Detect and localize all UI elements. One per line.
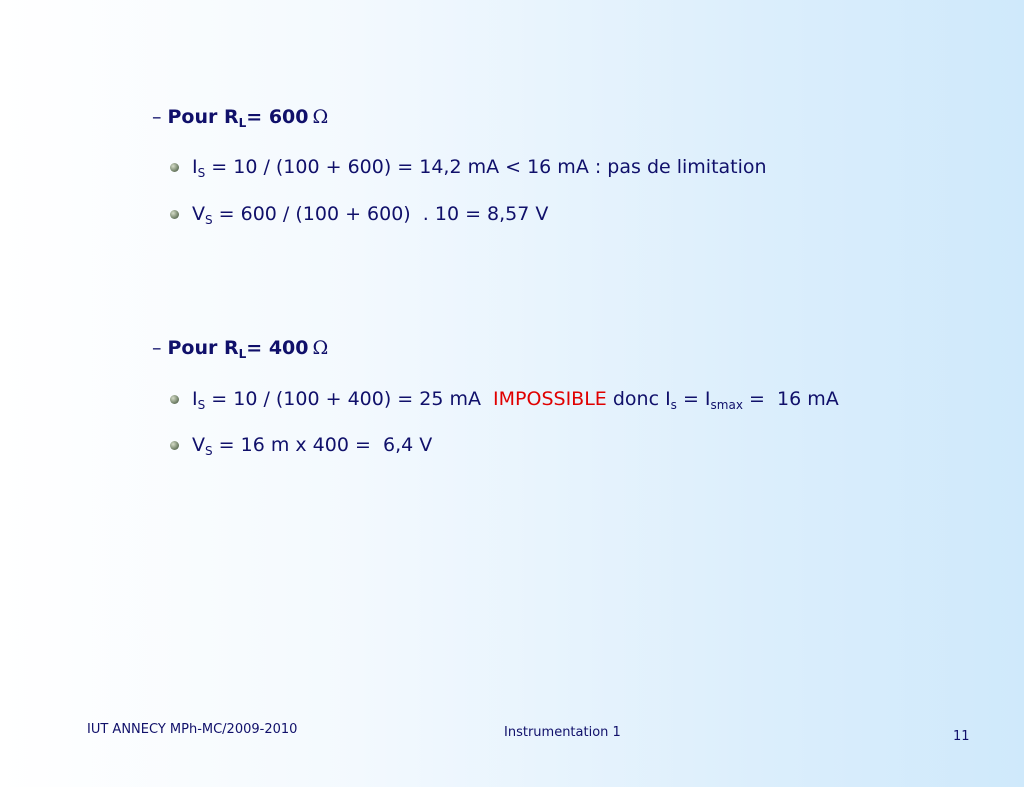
impossible-label: IMPOSSIBLE xyxy=(493,388,607,410)
equation-text: = 10 / (100 + 400) = 25 mA xyxy=(205,388,494,410)
heading-value: = 600 xyxy=(246,106,309,128)
variable-subscript: s xyxy=(670,398,677,412)
footer-course-title: Instrumentation 1 xyxy=(504,725,621,740)
section2-line2 xyxy=(170,434,432,456)
variable-subscript: S xyxy=(197,398,206,412)
bullet-icon xyxy=(170,441,179,450)
heading-subscript: L xyxy=(238,116,247,130)
variable: I xyxy=(192,156,198,178)
variable: V xyxy=(192,203,205,225)
variable-subscript: S xyxy=(205,213,213,227)
section1-line2 xyxy=(170,203,548,225)
variable-subscript: S xyxy=(205,444,213,458)
dash: – xyxy=(152,337,162,359)
equation-text: = I xyxy=(676,388,711,410)
section1-heading xyxy=(152,106,328,128)
equation-text: donc I xyxy=(606,388,671,410)
bullet-icon xyxy=(170,395,179,404)
equation-text: = 10 / (100 + 600) = 14,2 mA < 16 mA : pas de limitation xyxy=(205,156,767,178)
dash: – xyxy=(152,106,162,128)
equation-text: = 16 mA xyxy=(742,388,839,410)
heading-value: = 400 xyxy=(246,337,309,359)
bullet-icon xyxy=(170,163,179,172)
equation-text: = 600 / (100 + 600) . 10 = 8,57 V xyxy=(212,203,549,225)
variable-subscript: smax xyxy=(710,398,743,412)
bullet-icon xyxy=(170,210,179,219)
variable-subscript: S xyxy=(197,166,206,180)
section2-line1 xyxy=(170,388,839,410)
ohm-symbol: Ω xyxy=(312,106,329,128)
section2-heading xyxy=(152,337,328,359)
footer-institution: IUT ANNECY MPh-MC/2009-2010 xyxy=(87,722,298,737)
variable: I xyxy=(192,388,198,410)
heading-text: Pour R xyxy=(167,337,239,359)
heading-subscript: L xyxy=(238,347,247,361)
heading-text: Pour R xyxy=(167,106,239,128)
slide-number: 11 xyxy=(953,729,970,744)
equation-text: = 16 m x 400 = 6,4 V xyxy=(212,434,433,456)
section1-line1 xyxy=(170,156,767,178)
ohm-symbol: Ω xyxy=(312,337,329,359)
variable: V xyxy=(192,434,205,456)
